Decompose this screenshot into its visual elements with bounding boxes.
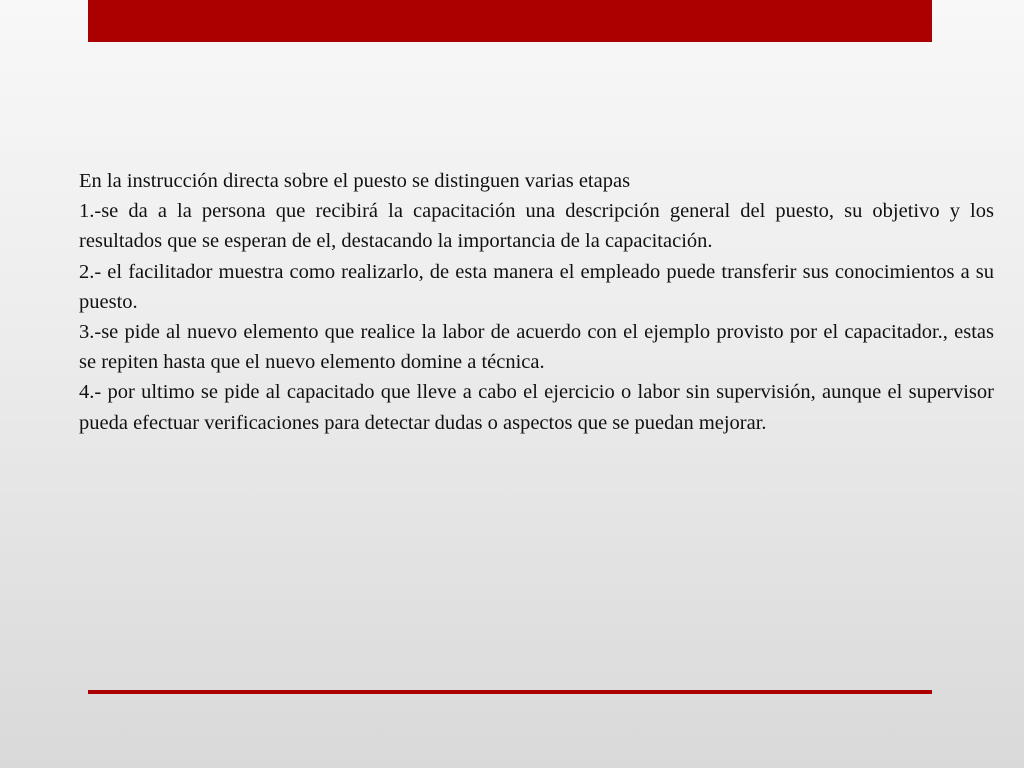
- intro-paragraph: En la instrucción directa sobre el puesto se distinguen varias etapas: [79, 170, 631, 192]
- top-accent-bar: [88, 0, 932, 42]
- slide-body-text: [79, 166, 994, 438]
- step-1-paragraph: 1.-se da a la persona que recibirá la capacitación una descripción general del puesto, su objetivo y los resultados que se esperan de el, destacando la importancia de la capacitación.: [79, 200, 994, 253]
- step-3-paragraph: 3.-se pide al nuevo elemento que realice la labor de acuerdo con el ejemplo provisto por el capacitador., estas se repiten hasta que el nuevo elemento domine a técnica.: [79, 321, 994, 374]
- step-2-paragraph: 2.- el facilitador muestra como realizarlo, de esta manera el empleado puede transferir sus conocimientos a su puesto.: [79, 260, 994, 313]
- step-4-paragraph: 4.- por ultimo se pide al capacitado que lleve a cabo el ejercicio o labor sin supervisión, aunque el supervisor pueda efectuar verificaciones para detectar dudas o aspectos que se puedan mejorar.: [79, 381, 994, 434]
- bottom-accent-rule: [88, 690, 932, 694]
